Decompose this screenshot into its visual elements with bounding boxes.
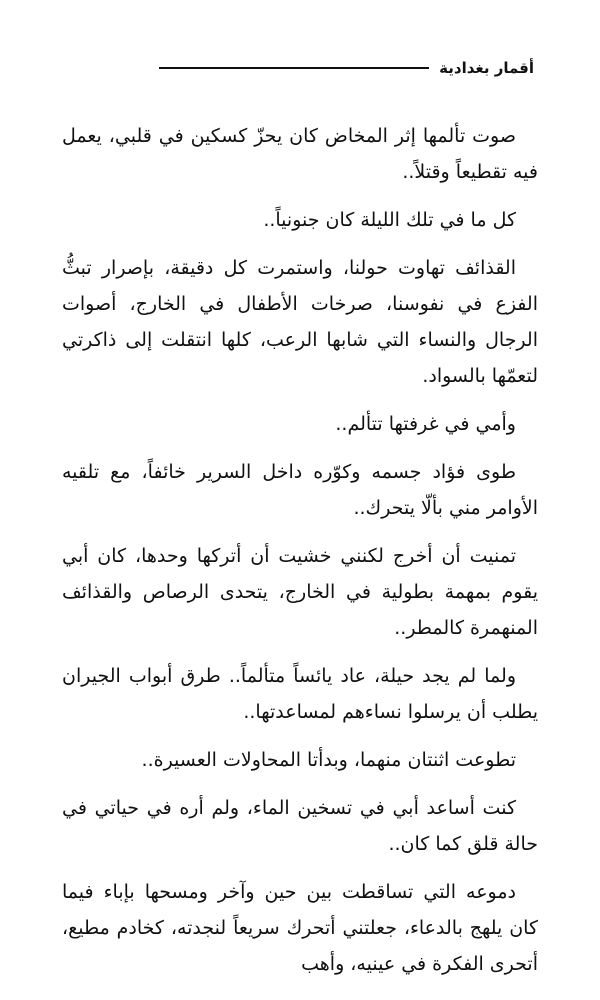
paragraph: القذائف تهاوت حولنا، واستمرت كل دقيقة، بإصرار تبثُّ الفزع في نفوسنا، صرخات الأطفال في الخارج، أصوات الرجال والنساء التي شابها الرعب، كلها انتقلت إلى ذاكرتي لتعمّها بالسواد.	[62, 257, 538, 387]
paragraph: كنت أساعد أبي في تسخين الماء، ولم أره في حياتي في حالة قلق كما كان..	[62, 797, 538, 855]
paragraph: صوت تألمها إثر المخاض كان يحزّ كسكين في قلبي، يعمل فيه تقطيعاً وقتلاً..	[62, 125, 538, 183]
paragraph: تمنيت أن أخرج لكنني خشيت أن أتركها وحدها، كان أبي يقوم بمهمة بطولية في الخارج، يتحدى الرصاص والقذائف المنهمرة كالمطر..	[62, 545, 538, 639]
paragraph: كل ما في تلك الليلة كان جنونياً..	[263, 209, 516, 231]
paragraph: وأمي في غرفتها تتألم..	[335, 413, 516, 435]
paragraph: دموعه التي تساقطت بين حين وآخر ومسحها بإباء فيما كان يلهج بالدعاء، جعلتني أتحرك سريعاً لنجدته، كخادم مطيع، أتحرى الفكرة في عينيه، وأهب	[62, 881, 538, 975]
running-header	[159, 58, 534, 78]
paragraph: تطوعت اثنتان منهما، وبدأتا المحاولات العسيرة..	[141, 749, 516, 771]
book-title: أقمار بغدادية	[439, 59, 534, 77]
paragraph: ولما لم يجد حيلة، عاد يائساً متألماً.. طرق أبواب الجيران يطلب أن يرسلوا نساءهم لمساعدتها..	[62, 665, 538, 723]
header-rule	[159, 67, 429, 69]
paragraph: طوى فؤاد جسمه وكوّره داخل السرير خائفاً، مع تلقيه الأوامر مني بألّا يتحرك..	[62, 461, 538, 519]
body-text	[62, 118, 538, 994]
